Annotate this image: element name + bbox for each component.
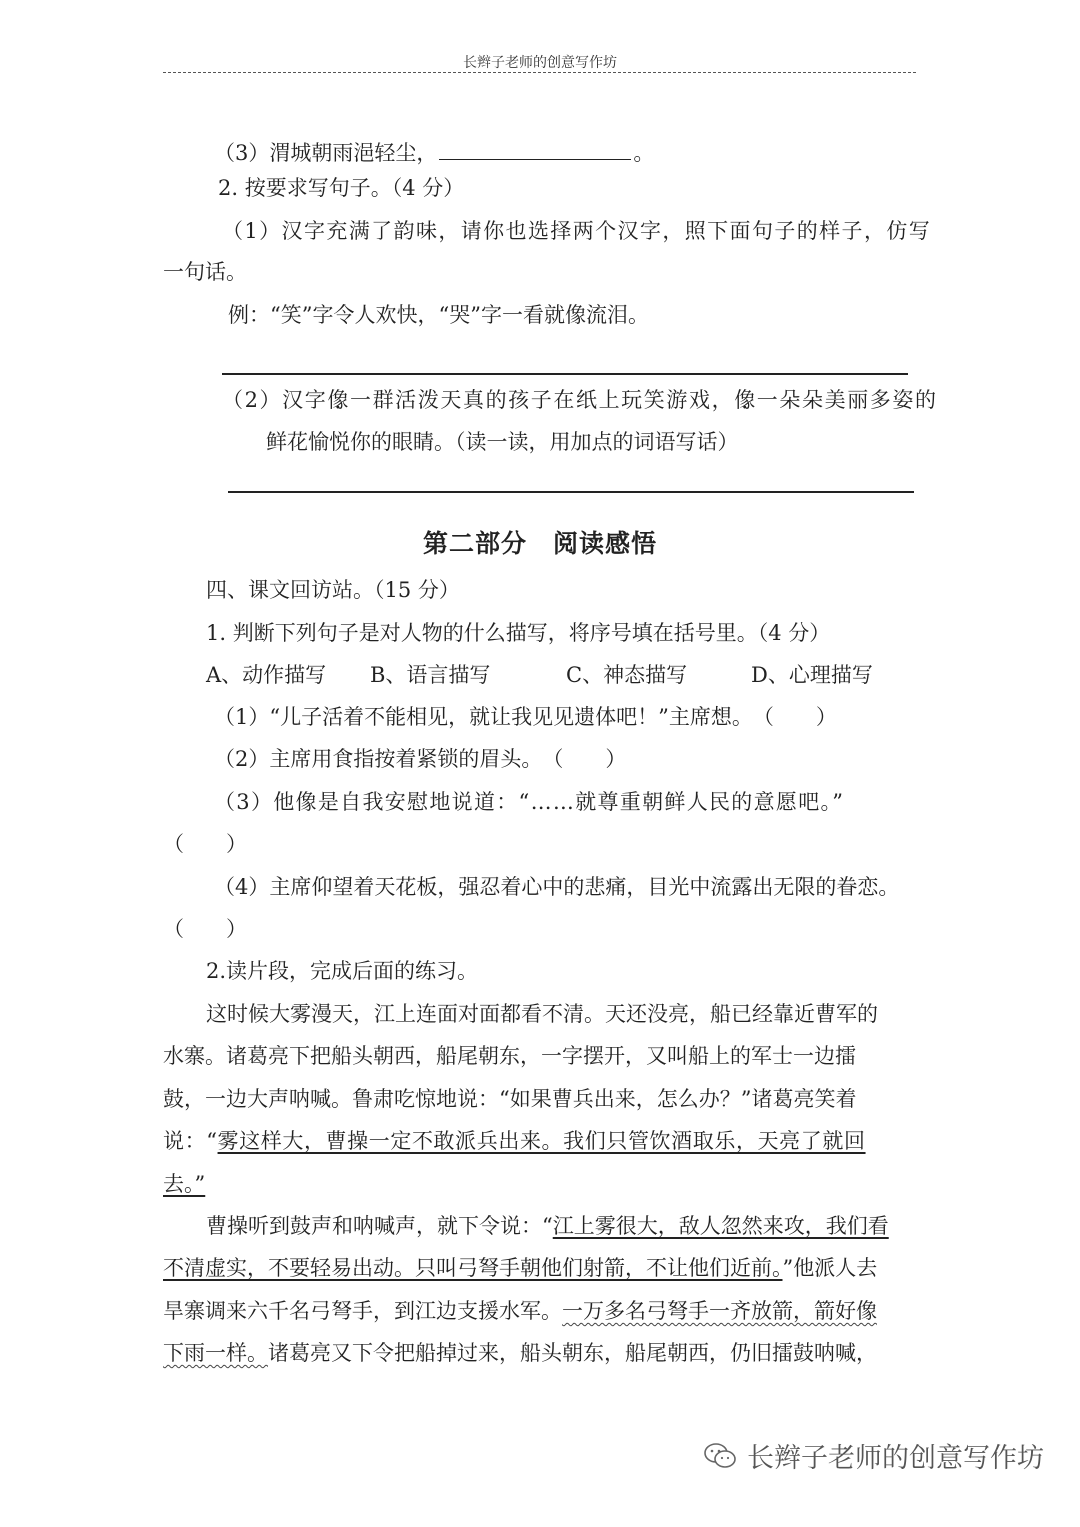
answer-line-2	[228, 491, 914, 493]
q3-blank	[439, 139, 631, 160]
q2-2-text-b: 一群活泼天真的孩子在纸上玩笑游戏，	[349, 388, 735, 412]
section4-title: 四、课文回访站。（15 分）	[206, 578, 460, 602]
passage-line-8	[163, 1297, 877, 1325]
dotted-char-1: 像	[327, 388, 350, 412]
passage-line-8-a: 旱寨调来六千名弓弩手，到江边支援水军。	[163, 1299, 562, 1323]
watermark	[703, 1436, 1044, 1475]
q3-prefix: （3）渭城朝雨浥轻尘，	[214, 141, 438, 165]
watermark-text: 长辫子老师的创意写作坊	[747, 1443, 1044, 1474]
item-1: （1）“儿子活着不能相见，就让我见见遗体吧！”主席想。 （ ）	[214, 705, 837, 729]
underlined-sentence-1-end: 去。”	[163, 1172, 206, 1196]
passage-line-3: 鼓，一边大声呐喊。鲁肃吃惊地说：“如果曹兵出来，怎么办？”诸葛亮笑着	[163, 1087, 857, 1111]
item-3-paren: （ ）	[163, 832, 247, 856]
header-rule	[163, 72, 916, 73]
q2-2-line2: 鲜花愉悦你的眼睛。（读一读，用加点的词语写话）	[266, 430, 739, 454]
q2-2-text-c: 一朵朵美丽多姿的	[756, 388, 938, 412]
passage-line-9	[163, 1339, 877, 1367]
q3-line	[214, 139, 654, 167]
passage-line-7-b: ”他派人去	[782, 1256, 878, 1280]
wechat-icon	[703, 1442, 737, 1470]
underlined-sentence-2-end: 不清虚实，不要轻易出动。只叫弓弩手朝他们射箭，不让他们近前。	[163, 1256, 783, 1280]
underlined-sentence-1: 雾这样大，曹操一定不敢派兵出来。我们只管饮酒取乐，天亮了就回	[217, 1129, 866, 1153]
option-b: B、语言描写	[370, 663, 491, 687]
example-sentence: 例：“笑”字令人欢快，“哭”字一看就像流泪。	[228, 303, 649, 327]
q2-2-text-a: （2）汉字	[222, 388, 328, 412]
q1-title: 1. 判断下列句子是对人物的什么描写，将序号填在括号里。（4 分）	[206, 621, 831, 645]
header-title: 长辫子老师的创意写作坊	[463, 55, 617, 71]
passage-line-6-a: 曹操听到鼓声和呐喊声，就下令说：“	[206, 1214, 553, 1238]
answer-line-1	[222, 373, 908, 375]
item-4: （4）主席仰望着天花板，强忍着心中的悲痛，目光中流露出无限的眷恋。	[214, 875, 900, 899]
wavy-sentence: 一万多名弓弩手一齐放箭，箭好像	[562, 1299, 877, 1323]
option-d: D、心理描写	[751, 663, 873, 687]
passage-line-9-b: 诸葛亮又下令把船掉过来，船头朝东，船尾朝西，仍旧擂鼓呐喊，	[268, 1341, 877, 1365]
q3-suffix: 。	[633, 141, 655, 165]
item-3: （3）他像是自我安慰地说道：“……就尊重朝鲜人民的意愿吧。”	[214, 790, 845, 814]
wavy-sentence-end: 下雨一样。	[163, 1341, 268, 1365]
passage-line-4-a: 说：“	[163, 1129, 218, 1153]
q2-reading-title: 2.读片段，完成后面的练习。	[206, 959, 479, 983]
passage-line-2: 水寨。诸葛亮下把船头朝西，船尾朝东，一字摆开，又叫船上的军士一边擂	[163, 1044, 856, 1068]
passage-line-1: 这时候大雾漫天，江上连面对面都看不清。天还没亮，船已经靠近曹军的	[206, 1002, 878, 1026]
passage-line-6	[206, 1212, 889, 1240]
item-2: （2）主席用食指按着紧锁的眉头。 （ ）	[214, 747, 627, 771]
q2-title: 2. 按要求写句子。（4 分）	[218, 176, 465, 200]
q2-2-line1	[222, 386, 938, 414]
passage-line-5	[163, 1170, 205, 1198]
option-c: C、神态描写	[566, 663, 688, 687]
section-title: 第二部分 阅读感悟	[422, 529, 657, 558]
dotted-char-2: 像	[734, 388, 757, 412]
q2-1-line2: 一句话。	[163, 260, 247, 284]
passage-line-4	[163, 1127, 866, 1155]
passage-line-7	[163, 1254, 877, 1282]
q2-1-line1: （1）汉字充满了韵味，请你也选择两个汉字，照下面句子的样子，仿写	[222, 219, 932, 243]
item-4-paren: （ ）	[163, 917, 247, 941]
option-a: A、动作描写	[206, 663, 327, 687]
underlined-sentence-2: 江上雾很大，敌人忽然来攻，我们看	[552, 1214, 889, 1238]
